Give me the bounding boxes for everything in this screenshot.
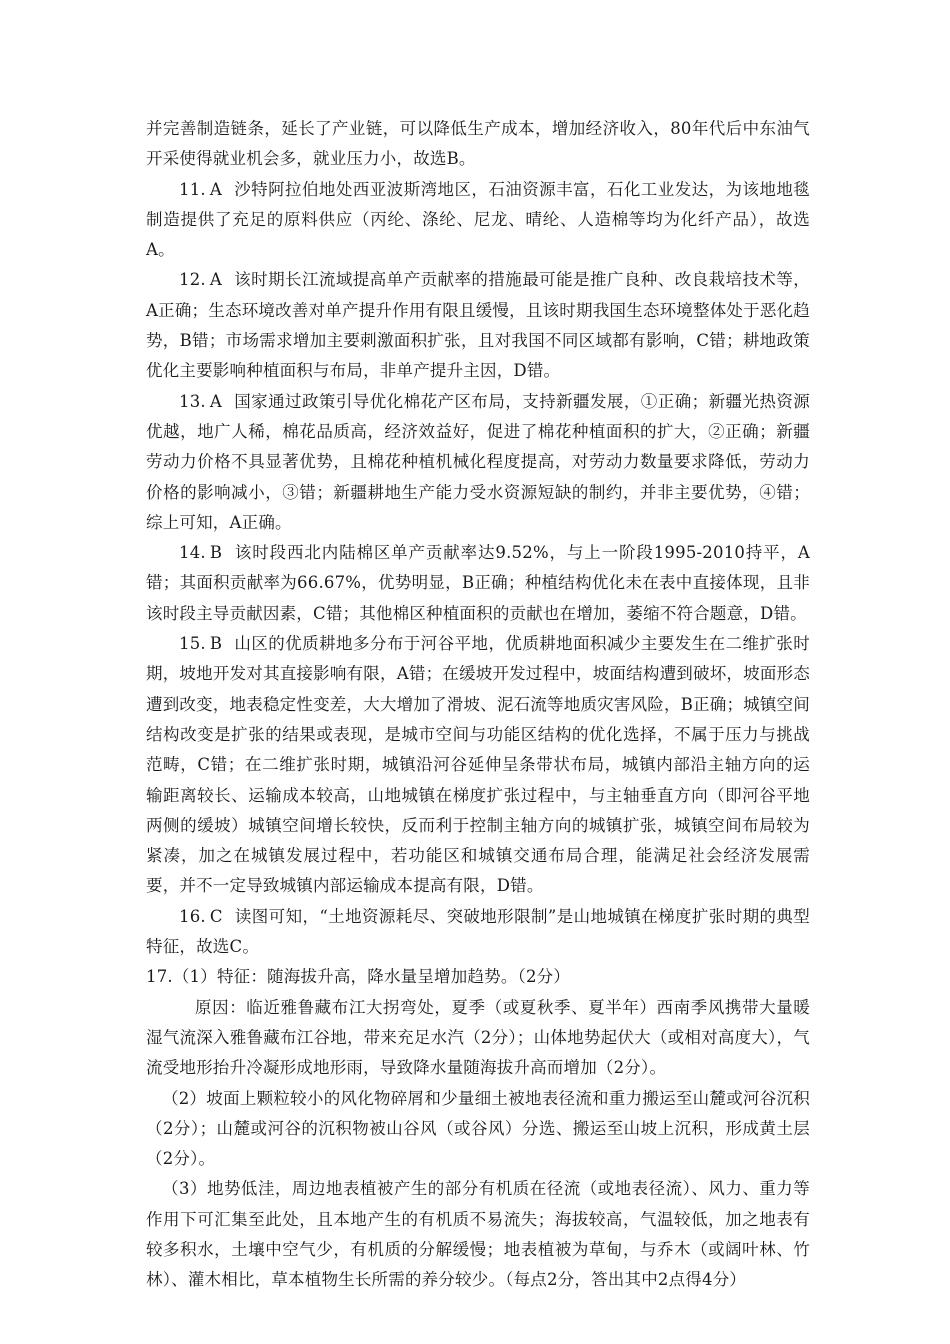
answer-letter: C: [209, 906, 223, 926]
explanation-text: 国家通过政策引导优化棉花产区布局，支持新疆发展，①正确；新疆光热资源优越，地广人稀，棉花品质高，经济效益好，促进了棉花种植面积的扩大，②正确；新疆劳动力价格不具显著优势，且棉花种植机械化程度提高，对劳动力数量要求降低，劳动力价格的影响减小，③错；新疆耕地生产能力受水资源短缺的制约，并非主要优势，④错；综上可知，A正确。: [146, 391, 810, 532]
answer-16: [146, 902, 810, 963]
question-number: 13.: [179, 391, 206, 411]
explanation-text: 山区的优质耕地多分布于河谷平地，优质耕地面积减少主要发生在二维扩张时期，坡地开发对其直接影响有限，A错；在缓坡开发过程中，坡面结构遭到破坏，坡面形态遭到改变，地表稳定性变差，大大增加了滑坡、泥石流等地质灾害风险，B正确；城镇空间结构改变是扩张的结果或表现，是城市空间与功能区结构的优化选择，不属于压力与挑战范畴，C错；在二维扩张时期，城镇沿河谷延伸呈条带状布局，城镇内部沿主轴方向的运输距离较长、运输成本较高，山地城镇在梯度扩张过程中，与主轴垂直方向（即河谷平地两侧的缓坡）城镇空间增长较快，反而利于控制主轴方向的城镇扩张，城镇空间布局较为紧凑，加之在城镇发展过程中，若功能区和城镇交通布局合理，能满足社会经济发展需要，并不一定导致城镇内部运输成本提高有限，D错。: [146, 634, 810, 896]
answer-13: [146, 387, 810, 538]
explanation-text: 该时段西北内陆棉区单产贡献率达9.52%，与上一阶段1995-2010持平，A错；其面积贡献率为66.67%，优势明显，B正确；种植结构优化未在表中直接体现，且非该时段主导贡献因素，C错；其他棉区种植面积的贡献也在增加，萎缩不符合题意，D错。: [146, 543, 810, 623]
answer-15: [146, 629, 810, 902]
answer-key-body: [146, 114, 810, 1296]
question-number: 12.: [179, 270, 206, 290]
answer-11: [146, 175, 810, 266]
answer-letter: B: [209, 634, 223, 654]
explanation-text: 该时期长江流域提高单产贡献率的措施最可能是推广良种、改良栽培技术等，A正确；生态环境改善对单产提升作用有限且缓慢，且该时期我国生态环境整体处于恶化趋势，B错；市场需求增加主要刺激面积扩张，且对我国不同区域都有影响，C错；耕地政策优化主要影响种植面积与布局，非单产提升主因，D错。: [146, 270, 810, 381]
explanation-text: 读图可知，“土地资源耗尽、突破地形限制”是山地城镇在梯度扩张时期的典型特征，故选C。: [146, 906, 810, 957]
answer-letter: B: [209, 543, 223, 563]
question-number: 11.: [179, 179, 206, 199]
answer-letter: A: [209, 391, 222, 411]
answer-letter: A: [209, 270, 222, 290]
answer-14: [146, 538, 810, 629]
answer-17-part-2: （2）坡面上颗粒较小的风化物碎屑和少量细土被地表径流和重力搬运至山麓或河谷沉积（2分）；山麓或河谷的沉积物被山谷风（或谷风）分选、搬运至山坡上沉积，形成黄土层（2分）。: [146, 1088, 810, 1169]
question-number: 14.: [179, 543, 206, 563]
answer-17-part-3: （3）地势低洼，周边地表植被产生的部分有机质在径流（或地表径流）、风力、重力等作用下可汇集至此处，且本地产生的有机质不易流失；海拔较高，气温较低，加之地表有较多积水，土壤中空气少，有机质的分解缓慢；地表植被为草甸，与乔木（或阔叶林、竹林）、灌木相比，草本植物生长所需的养分较少。（每点2分，答出其中2点得4分）: [146, 1179, 810, 1290]
explanation-text: 沙特阿拉伯地处西亚波斯湾地区，石油资源丰富，石化工业发达，为该地地毯制造提供了充足的原料供应（丙纶、涤纶、尼龙、晴纶、人造棉等均为化纤产品），故选A。: [146, 179, 810, 260]
answer-17-part-1: 17.（1）特征：随海拔升高，降水量呈增加趋势。（2分）: [146, 967, 571, 987]
answer-12: [146, 265, 810, 386]
answer-17-part-1-reason: 原因：临近雅鲁藏布江大拐弯处，夏季（或夏秋季、夏半年）西南季风携带大量暖湿气流深入雅鲁藏布江谷地，带来充足水汽（2分）；山体地势起伏大（或相对高度大），气流受地形抬升冷凝形成地形雨，导致降水量随海拔升高而增加（2分）。: [146, 997, 810, 1078]
answer-letter: A: [209, 179, 222, 199]
paragraph-continued: 并完善制造链条，延长了产业链，可以降低生产成本，增加经济收入，80年代后中东油气开采使得就业机会多，就业压力小，故选B。: [146, 119, 810, 169]
question-number: 16.: [179, 906, 206, 926]
question-number: 15.: [179, 634, 206, 654]
